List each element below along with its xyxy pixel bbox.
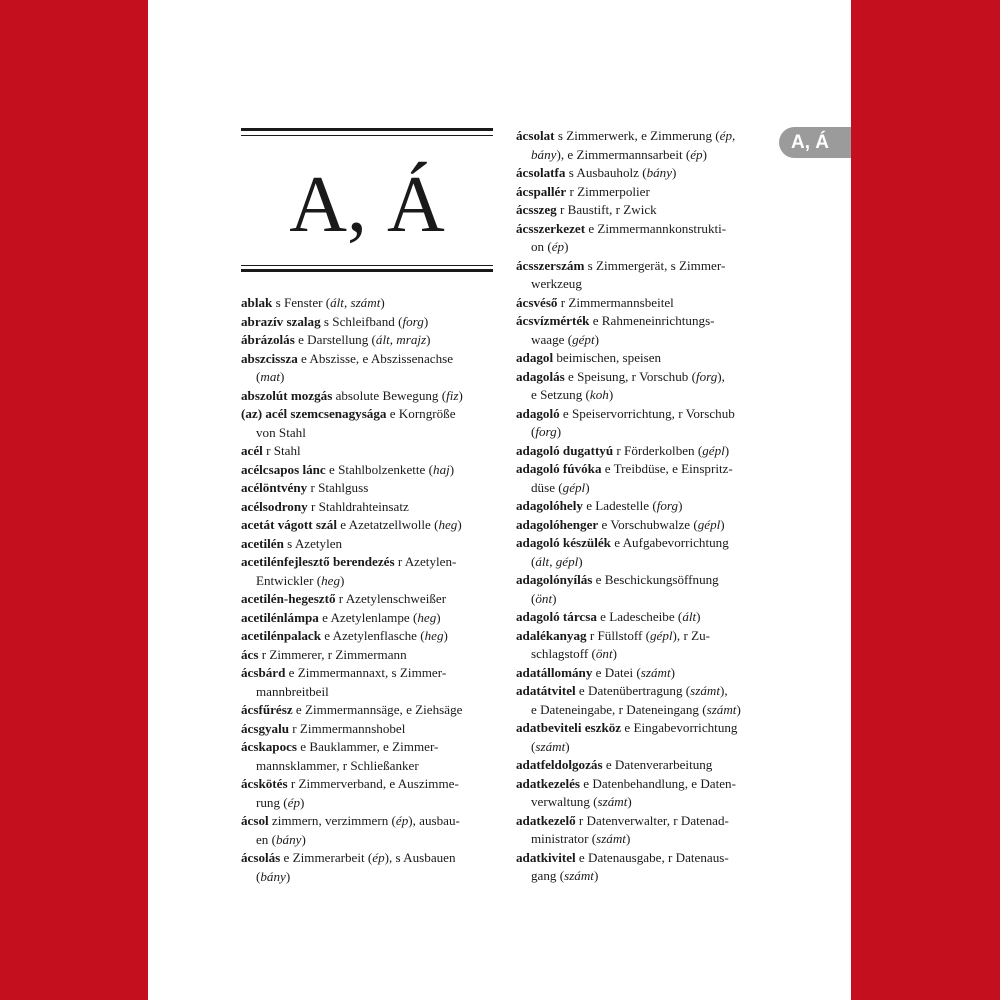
dictionary-entry-line bbox=[241, 479, 496, 498]
headword: ácsolat bbox=[516, 128, 555, 143]
thumb-index-tab: A, Á bbox=[779, 127, 851, 158]
dictionary-entry-line bbox=[241, 516, 496, 535]
field-label: heg bbox=[321, 572, 340, 588]
headword: acetát vágott szál bbox=[241, 517, 337, 532]
translation-text: ) bbox=[423, 313, 429, 329]
entry-continuation-line bbox=[516, 238, 770, 257]
translation-text: ( bbox=[256, 369, 261, 384]
translation-text: e Azetylenflasche ( bbox=[321, 628, 425, 643]
translation-text: ) bbox=[457, 517, 462, 532]
translation-text: e Dateneingabe, r Dateneingang ( bbox=[531, 701, 707, 717]
dictionary-entry-line bbox=[241, 313, 496, 332]
translation-text: ) bbox=[625, 831, 631, 846]
headword: ablak bbox=[241, 295, 273, 310]
dictionary-entry-line bbox=[516, 608, 770, 627]
translation-text: ) bbox=[552, 590, 557, 606]
dictionary-entry-line bbox=[516, 571, 770, 590]
translation-text: e Korngröße bbox=[386, 406, 456, 421]
entry-continuation-line bbox=[241, 868, 496, 887]
headword: adatkivitel bbox=[516, 849, 576, 865]
section-letter-heading: A, Á bbox=[289, 161, 445, 249]
translation-text: s Schleifband ( bbox=[320, 313, 403, 329]
field-label: számt bbox=[640, 664, 671, 680]
headword: abrazív szalag bbox=[241, 313, 321, 329]
headword: acetilénfejlesztő berendezés bbox=[241, 554, 395, 569]
entry-continuation-line bbox=[516, 590, 770, 609]
translation-text: en ( bbox=[256, 831, 276, 847]
headword: adagolás bbox=[516, 368, 565, 384]
translation-text: zimmern, verzimmern ( bbox=[268, 813, 396, 828]
headword: adagoló tárcsa bbox=[516, 609, 597, 624]
dictionary-entry-line bbox=[516, 183, 770, 202]
field-label: ép bbox=[395, 813, 409, 828]
dictionary-entry-line bbox=[241, 535, 496, 554]
translation-text: on ( bbox=[531, 239, 552, 254]
headword: ácsvízmérték bbox=[516, 313, 590, 328]
translation-text: e Stahlbolzenkette ( bbox=[325, 461, 434, 477]
field-label: gépl bbox=[702, 442, 725, 458]
translation-text: ) bbox=[578, 553, 583, 569]
entry-continuation-line bbox=[241, 831, 496, 850]
translation-text: r Datenverwalter, r Datenad- bbox=[575, 812, 729, 828]
headword: acélcsapos lánc bbox=[241, 461, 326, 477]
field-label: ép bbox=[287, 794, 300, 810]
dictionary-entry-line bbox=[516, 257, 770, 276]
dictionary-entry-line bbox=[516, 775, 770, 794]
headword: adagoló dugattyú bbox=[516, 442, 614, 458]
translation-text: ) bbox=[436, 609, 441, 625]
field-label: gépl bbox=[697, 516, 721, 532]
field-label: ép, bbox=[719, 128, 736, 143]
headword: adatbeviteli eszköz bbox=[516, 720, 622, 735]
field-label: mat bbox=[260, 369, 281, 384]
translation-text: ) bbox=[564, 239, 569, 254]
dictionary-entry-line bbox=[516, 460, 770, 479]
entry-continuation-line bbox=[516, 701, 770, 720]
headword: acélsodrony bbox=[241, 498, 308, 514]
field-label: ált, mrajz bbox=[375, 332, 427, 347]
headword: ácsszerkezet bbox=[516, 220, 586, 236]
headword: adatállomány bbox=[516, 664, 593, 680]
headword: acetilén bbox=[241, 535, 284, 551]
dictionary-entry-line bbox=[241, 590, 496, 609]
left-entry-column bbox=[241, 294, 496, 886]
field-label: ép bbox=[690, 146, 703, 162]
dictionary-entry-line bbox=[516, 349, 770, 368]
translation-text: s Azetylen bbox=[283, 535, 343, 551]
translation-text: e Azetylenlampe ( bbox=[318, 609, 418, 625]
translation-text: ) bbox=[702, 146, 707, 162]
translation-text: ) bbox=[585, 479, 590, 495]
headword: adagolónyílás bbox=[516, 572, 593, 587]
dictionary-entry-line bbox=[241, 350, 496, 369]
dictionary-entry-line bbox=[516, 627, 770, 646]
field-label: fiz bbox=[446, 387, 459, 403]
headword: adagolóhenger bbox=[516, 516, 599, 532]
field-label: bány bbox=[646, 165, 673, 180]
entry-continuation-line bbox=[516, 146, 770, 165]
header-rule-thin-bottom bbox=[241, 265, 493, 266]
headword: adagoló fúvóka bbox=[516, 461, 602, 476]
field-label: számt bbox=[564, 868, 594, 883]
entry-continuation-line bbox=[516, 275, 770, 294]
translation-text: e Setzung ( bbox=[531, 387, 590, 402]
translation-text: e Speiservorrichtung, r Vorschub bbox=[559, 405, 735, 421]
headword: ácsszerszám bbox=[516, 257, 585, 273]
dictionary-entry-line bbox=[241, 701, 496, 720]
dictionary-entry-line bbox=[516, 368, 770, 387]
translation-text: r Azetylen- bbox=[394, 554, 457, 569]
translation-text: e Beschickungsöffnung bbox=[592, 572, 719, 587]
translation-text: e Ladescheibe ( bbox=[596, 609, 683, 624]
translation-text: e Bauklammer, e Zimmer- bbox=[297, 739, 439, 754]
dictionary-entry-line bbox=[241, 387, 496, 406]
translation-text: ), ausbau- bbox=[408, 813, 460, 828]
translation-text: ) bbox=[449, 461, 455, 477]
dictionary-entry-line bbox=[516, 442, 770, 461]
headword: acélöntvény bbox=[241, 480, 308, 495]
field-label: gépl bbox=[562, 479, 586, 495]
dictionary-entry-line bbox=[241, 294, 496, 313]
dictionary-entry-line bbox=[516, 849, 770, 868]
headword: adagol bbox=[516, 350, 554, 365]
translation-text: ( bbox=[256, 868, 261, 884]
translation-text: s Ausbauholz ( bbox=[565, 165, 647, 180]
translation-text: ) bbox=[340, 572, 345, 588]
headword: ácsolás bbox=[241, 850, 281, 865]
translation-text: s Zimmergerät, s Zimmer- bbox=[584, 257, 726, 273]
entry-continuation-line bbox=[516, 479, 770, 498]
translation-text: ministrator ( bbox=[531, 831, 597, 846]
dictionary-entry-line bbox=[516, 201, 770, 220]
entry-continuation-line bbox=[516, 553, 770, 572]
dictionary-entry-line bbox=[241, 609, 496, 628]
translation-text: ), e Zimmermannsarbeit ( bbox=[556, 146, 691, 162]
entry-continuation-line bbox=[241, 757, 496, 776]
field-label: számt bbox=[535, 738, 566, 754]
entry-continuation-line bbox=[516, 645, 770, 664]
headword: adatkezelő bbox=[516, 812, 576, 828]
dictionary-entry-line bbox=[516, 312, 770, 331]
translation-text: e Zimmermannkonstrukti- bbox=[585, 220, 727, 236]
headword: ácsvéső bbox=[516, 294, 558, 310]
field-label: gépt bbox=[572, 331, 595, 347]
translation-text: ) bbox=[594, 331, 599, 347]
translation-text: r Stahlguss bbox=[307, 480, 369, 495]
translation-text: r Stahl bbox=[262, 443, 301, 458]
dictionary-entry-line bbox=[516, 294, 770, 313]
dictionary-entry-line bbox=[241, 553, 496, 572]
right-entry-column bbox=[516, 127, 770, 886]
field-label: gépl bbox=[650, 627, 673, 643]
translation-text: e Datei ( bbox=[592, 664, 641, 680]
translation-text: ) bbox=[285, 868, 291, 884]
field-label: heg bbox=[438, 517, 458, 532]
headword: ácsszeg bbox=[516, 202, 557, 217]
translation-text: ), bbox=[717, 368, 725, 384]
translation-text: ), s Ausbauen bbox=[384, 850, 456, 865]
translation-text: ) bbox=[612, 646, 617, 661]
dictionary-entry-line bbox=[241, 849, 496, 868]
translation-text: e Vorschubwalze ( bbox=[598, 516, 698, 532]
translation-text: ) bbox=[458, 387, 463, 403]
headword: ácsolatfa bbox=[516, 165, 566, 180]
field-label: számt bbox=[706, 701, 737, 717]
headword: adatfeldolgozás bbox=[516, 757, 603, 772]
dictionary-entry-line bbox=[241, 812, 496, 831]
headword: ácspallér bbox=[516, 183, 567, 199]
translation-text: ) bbox=[608, 387, 614, 402]
field-label: bány bbox=[276, 831, 302, 847]
translation-text: ( bbox=[531, 738, 536, 754]
translation-text: r Zimmerpolier bbox=[566, 183, 650, 199]
field-label: forg bbox=[695, 368, 718, 384]
dictionary-entry-line bbox=[516, 719, 770, 738]
translation-text: ) bbox=[426, 332, 431, 347]
dictionary-entry-line bbox=[516, 756, 770, 775]
translation-text: ) bbox=[565, 738, 570, 754]
field-label: koh bbox=[589, 387, 609, 402]
translation-text: r Azetylenschweißer bbox=[335, 591, 447, 606]
header-rule-thick-top bbox=[241, 128, 493, 131]
translation-text: e Rahmeneinrichtungs- bbox=[589, 313, 715, 328]
dictionary-entry-line bbox=[241, 738, 496, 757]
translation-text: ) bbox=[556, 424, 562, 439]
translation-text: ) bbox=[627, 794, 632, 809]
headword: abszolút mozgás bbox=[241, 387, 333, 403]
translation-text: ) bbox=[380, 295, 385, 310]
translation-text: s Zimmerwerk, e Zimmerung ( bbox=[554, 128, 720, 143]
field-label: önt bbox=[535, 590, 553, 606]
translation-text: ) bbox=[300, 794, 305, 810]
headword: ácskötés bbox=[241, 776, 288, 791]
dictionary-entry-line bbox=[241, 775, 496, 794]
dictionary-entry-line bbox=[516, 220, 770, 239]
translation-text: werkzeug bbox=[531, 276, 582, 291]
headword: adagoló készülék bbox=[516, 535, 611, 550]
headword: abszcissza bbox=[241, 350, 298, 366]
headword: acetilénpalack bbox=[241, 628, 322, 643]
translation-text: e Aufgabevorrichtung bbox=[610, 535, 729, 550]
dictionary-entry-line bbox=[516, 497, 770, 516]
translation-text: verwaltung ( bbox=[531, 794, 598, 809]
headword: adatkezelés bbox=[516, 775, 580, 791]
translation-text: ) bbox=[696, 609, 701, 624]
header-rule-thin-top bbox=[241, 135, 493, 136]
translation-text: e Abszisse, e Abszissenachse bbox=[297, 350, 454, 366]
dictionary-entry-line bbox=[516, 682, 770, 701]
translation-text: r Zimmerer, r Zimmermann bbox=[258, 646, 407, 662]
header-rule-thick-bottom bbox=[241, 269, 493, 272]
entry-continuation-line bbox=[516, 867, 770, 886]
dictionary-entry-line bbox=[516, 516, 770, 535]
translation-text: ) bbox=[678, 498, 683, 513]
headword: ácsol bbox=[241, 813, 269, 828]
entry-continuation-line bbox=[241, 683, 496, 702]
dictionary-entry-line bbox=[241, 461, 496, 480]
translation-text: e Speisung, r Vorschub ( bbox=[564, 368, 696, 384]
dictionary-entry-line bbox=[241, 405, 496, 424]
translation-text: ( bbox=[531, 553, 536, 569]
translation-text: e Zimmerarbeit ( bbox=[280, 850, 373, 865]
field-label: önt bbox=[595, 646, 613, 661]
entry-continuation-line bbox=[241, 368, 496, 387]
translation-text: r Förderkolben ( bbox=[613, 442, 703, 458]
translation-text: ) bbox=[593, 868, 599, 883]
translation-text: e Datenverarbeitung bbox=[602, 757, 713, 772]
field-label: heg bbox=[417, 609, 437, 625]
field-label: ép bbox=[551, 239, 565, 254]
entry-continuation-line bbox=[516, 738, 770, 757]
dictionary-entry-line bbox=[241, 331, 496, 350]
translation-text: mannbreitbeil bbox=[256, 683, 329, 699]
translation-text: ( bbox=[531, 424, 536, 439]
entry-continuation-line bbox=[516, 423, 770, 442]
translation-text: r Baustift, r Zwick bbox=[556, 202, 657, 217]
dictionary-entry-line bbox=[516, 664, 770, 683]
translation-text: e Zimmermannsäge, e Ziehsäge bbox=[292, 702, 463, 717]
field-label: számt bbox=[597, 794, 628, 809]
headword: adagoló bbox=[516, 405, 560, 421]
translation-text: ), bbox=[720, 683, 728, 698]
translation-text: s Fenster ( bbox=[272, 295, 331, 310]
translation-text: r Zimmermannshobel bbox=[289, 720, 406, 736]
field-label: bány bbox=[260, 868, 286, 884]
translation-text: mannsklammer, r Schließanker bbox=[256, 757, 419, 773]
field-label: ép bbox=[372, 850, 385, 865]
field-label: számt bbox=[690, 683, 721, 698]
dictionary-entry-line bbox=[516, 405, 770, 424]
translation-text: ( bbox=[531, 590, 536, 606]
field-label: ált, gépl bbox=[535, 553, 579, 569]
translation-text: e Darstellung ( bbox=[294, 332, 376, 347]
headword: ácsbárd bbox=[241, 665, 286, 680]
headword: acetilénlámpa bbox=[241, 609, 319, 625]
dictionary-entry-line bbox=[241, 720, 496, 739]
translation-text: e Azetatzellwolle ( bbox=[337, 517, 439, 532]
translation-text: düse ( bbox=[531, 479, 563, 495]
dictionary-entry-line bbox=[241, 442, 496, 461]
translation-text: e Zimmermannaxt, s Zimmer- bbox=[285, 665, 447, 680]
translation-text: e Datenbehandlung, e Daten- bbox=[580, 775, 736, 791]
dictionary-entry-line bbox=[241, 646, 496, 665]
entry-continuation-line bbox=[241, 572, 496, 591]
translation-text: r Zimmerverband, e Auszimme- bbox=[287, 776, 459, 791]
translation-text: e Treibdüse, e Einspritz- bbox=[601, 461, 733, 476]
headword: ábrázolás bbox=[241, 332, 295, 347]
headword: ácskapocs bbox=[241, 739, 298, 754]
translation-text: Entwickler ( bbox=[256, 572, 322, 588]
translation-text: r Füllstoff ( bbox=[586, 627, 650, 643]
translation-text: ) bbox=[736, 701, 741, 717]
dictionary-entry-line bbox=[241, 498, 496, 517]
translation-text: von Stahl bbox=[256, 424, 306, 440]
entry-continuation-line bbox=[516, 793, 770, 812]
entry-continuation-line bbox=[241, 424, 496, 443]
dictionary-entry-line bbox=[241, 664, 496, 683]
dictionary-entry-line bbox=[516, 164, 770, 183]
entry-continuation-line bbox=[241, 794, 496, 813]
translation-text: r Stahldrahteinsatz bbox=[307, 498, 409, 514]
translation-text: rung ( bbox=[256, 794, 288, 810]
field-label: ált, számt bbox=[330, 295, 381, 310]
field-label: forg bbox=[402, 313, 424, 329]
translation-text: e Eingabevorrichtung bbox=[621, 720, 738, 735]
translation-text: schlagstoff ( bbox=[531, 646, 596, 661]
translation-text: ) bbox=[443, 628, 448, 643]
field-label: bány bbox=[531, 146, 557, 162]
entry-continuation-line bbox=[516, 386, 770, 405]
headword: adatátvitel bbox=[516, 683, 576, 698]
dictionary-entry-line bbox=[516, 534, 770, 553]
headword: (az) acél szemcsenagysága bbox=[241, 406, 387, 421]
field-label: forg bbox=[656, 498, 679, 513]
entry-continuation-line bbox=[516, 830, 770, 849]
translation-text: e Ladestelle ( bbox=[582, 498, 657, 513]
headword: acetilén-hegesztő bbox=[241, 591, 336, 606]
entry-continuation-line bbox=[516, 331, 770, 350]
translation-text: ) bbox=[670, 664, 675, 680]
translation-text: ), r Zu- bbox=[672, 627, 710, 643]
headword: adagolóhely bbox=[516, 498, 583, 513]
translation-text: beimischen, speisen bbox=[553, 350, 662, 365]
dictionary-entry-line bbox=[516, 812, 770, 831]
translation-text: ) bbox=[724, 442, 730, 458]
translation-text: ) bbox=[301, 831, 306, 847]
headword: ácsgyalu bbox=[241, 720, 290, 736]
field-label: számt bbox=[596, 831, 626, 846]
translation-text: ) bbox=[280, 369, 285, 384]
headword: ács bbox=[241, 646, 259, 662]
translation-text: waage ( bbox=[531, 331, 573, 347]
headword: adalékanyag bbox=[516, 627, 587, 643]
field-label: forg bbox=[535, 424, 557, 439]
translation-text: e Datenausgabe, r Datenaus- bbox=[575, 849, 729, 865]
translation-text: e Datenübertragung ( bbox=[575, 683, 691, 698]
translation-text: r Zimmermannsbeitel bbox=[557, 294, 674, 310]
headword: ácsfűrész bbox=[241, 702, 293, 717]
dictionary-entry-line bbox=[516, 127, 770, 146]
translation-text: ) bbox=[720, 516, 725, 532]
translation-text: absolute Bewegung ( bbox=[332, 387, 447, 403]
field-label: heg bbox=[424, 628, 444, 643]
translation-text: ) bbox=[672, 165, 677, 180]
headword: acél bbox=[241, 443, 263, 458]
field-label: haj bbox=[433, 461, 450, 477]
dictionary-entry-line bbox=[241, 627, 496, 646]
field-label: ált bbox=[682, 609, 697, 624]
translation-text: gang ( bbox=[531, 868, 565, 883]
